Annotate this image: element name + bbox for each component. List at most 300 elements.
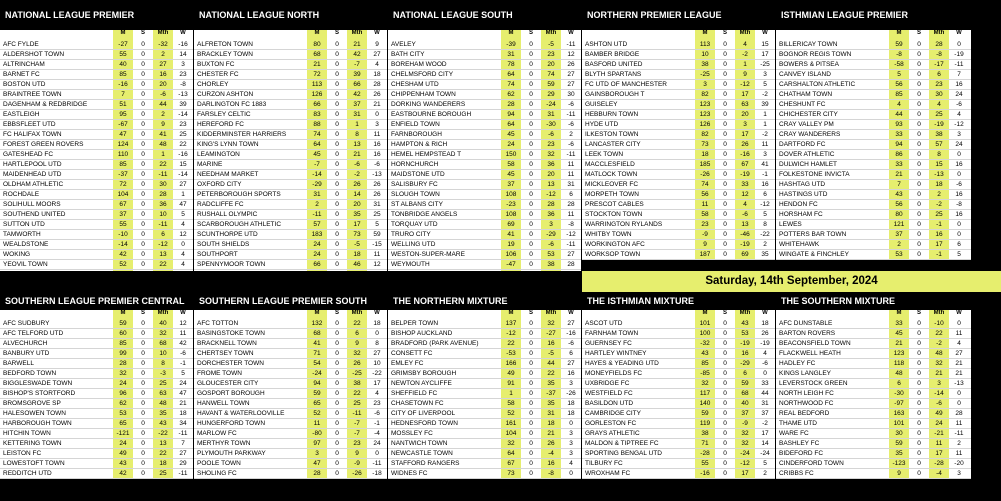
stat-cell: 83 <box>307 110 327 119</box>
stat-cell: 37 <box>735 409 755 418</box>
stat-cell: 0 <box>335 370 339 377</box>
table-row <box>582 469 775 479</box>
team-name: EASTBOURNE BOROUGH <box>391 111 472 118</box>
stat-cell: 0 <box>917 470 921 477</box>
stat-cell: -17 <box>929 60 949 69</box>
stat-cell: -80 <box>307 429 327 438</box>
stat-cell: 6 <box>569 350 573 357</box>
stat-cell: 22 <box>153 449 173 458</box>
stat-cell: 85 <box>113 339 133 348</box>
stat-cell: 6 <box>153 230 173 239</box>
stat-cell: 0 <box>529 121 533 128</box>
stat-cell: 4 <box>929 100 949 109</box>
stat-cell: 24 <box>307 250 327 259</box>
stat-cell: 45 <box>501 170 521 179</box>
stat-cell: 3 <box>569 450 573 457</box>
stat-cell: 3 <box>763 71 767 78</box>
stat-cell: 0 <box>529 221 533 228</box>
team-name: ALTRINCHAM <box>3 61 45 68</box>
stat-cell: 0 <box>335 430 339 437</box>
table-row <box>0 170 193 180</box>
team-column-header <box>388 310 501 319</box>
stat-cell: 25 <box>153 379 173 388</box>
stat-cell: 69 <box>735 250 755 259</box>
table-row <box>582 419 775 429</box>
table-row <box>582 439 775 449</box>
team-name: STAFFORD RANGERS <box>391 460 460 467</box>
stat-cell: 0 <box>917 141 921 148</box>
stat-cell: 0 <box>529 181 533 188</box>
table-row <box>0 110 193 120</box>
stat-cell: 0 <box>529 141 533 148</box>
stat-cell: -10 <box>929 319 949 328</box>
stat-cell: 0 <box>723 141 727 148</box>
team-name: CITY OF LIVERPOOL <box>391 410 456 417</box>
stat-cell: 0 <box>917 71 921 78</box>
stat-cell: 91 <box>501 379 521 388</box>
stat-cell: -123 <box>889 459 909 468</box>
stat-cell: 44 <box>889 110 909 119</box>
table-row <box>776 389 971 399</box>
stat-cell: 59 <box>889 439 909 448</box>
table-row <box>582 100 775 110</box>
stat-cell: 0 <box>917 370 921 377</box>
table-row <box>388 379 581 389</box>
stat-cell: 2 <box>763 241 767 248</box>
stat-cell: 38 <box>695 429 715 438</box>
team-name: FROME TOWN <box>197 370 242 377</box>
table-row <box>582 449 775 459</box>
stat-cell: 6 <box>569 191 573 198</box>
stat-cell: 0 <box>335 350 339 357</box>
table-row <box>776 399 971 409</box>
stat-cell: 0 <box>529 430 533 437</box>
stat-cell: 0 <box>335 181 339 188</box>
stat-cell: 0 <box>917 430 921 437</box>
stat-cell: 99 <box>113 349 133 358</box>
standings-table <box>388 310 581 479</box>
team-name: NEWCASTLE TOWN <box>391 450 453 457</box>
stat-cell: 22 <box>501 339 521 348</box>
stat-cell: 14 <box>179 51 187 58</box>
stat-cell: -85 <box>695 369 715 378</box>
stat-cell: -14 <box>178 111 188 118</box>
stat-cell: 0 <box>917 410 921 417</box>
table-row <box>0 50 193 60</box>
team-name: WESTON-SUPER-MARE <box>391 251 465 258</box>
table-row <box>582 130 775 140</box>
stat-cell: 17 <box>735 90 755 99</box>
stat-cell: 53 <box>113 409 133 418</box>
team-name: TORQUAY UTD <box>391 221 438 228</box>
team-name: LEAMINGTON <box>197 151 240 158</box>
table-row <box>194 80 387 90</box>
stat-cell: 44 <box>761 390 769 397</box>
team-name: DAGENHAM & REDBRIDGE <box>3 101 88 108</box>
table-row <box>0 389 193 399</box>
team-name: GATESHEAD FC <box>3 151 54 158</box>
stat-cell: -26 <box>347 469 367 478</box>
stat-cell: 18 <box>373 320 381 327</box>
table-row <box>0 190 193 200</box>
stat-cell: -37 <box>113 170 133 179</box>
stat-cell: 64 <box>501 449 521 458</box>
stat-cell: 0 <box>335 51 339 58</box>
stat-cell: 8 <box>763 221 767 228</box>
stat-cell: 0 <box>723 430 727 437</box>
stat-cell: 0 <box>141 430 145 437</box>
stat-cell: 28 <box>113 359 133 368</box>
column-header: S <box>916 30 921 36</box>
stat-cell: 26 <box>373 91 381 98</box>
stat-cell: -6 <box>568 121 574 128</box>
stat-cell: -6 <box>568 340 574 347</box>
team-name: BIDEFORD FC <box>779 450 824 457</box>
column-header: Mth <box>347 30 367 40</box>
stat-cell: -4 <box>374 430 380 437</box>
table-row <box>194 120 387 130</box>
table-row <box>388 250 581 260</box>
stat-cell: 41 <box>307 339 327 348</box>
column-header: M <box>113 310 133 319</box>
stat-cell: 18 <box>567 400 575 407</box>
team-name: HEDNESFORD TOWN <box>391 420 458 427</box>
stat-cell: -23 <box>501 200 521 209</box>
stat-cell: 0 <box>141 261 145 268</box>
team-name: BISHOP AUCKLAND <box>391 330 453 337</box>
team-name: HYDE UTD <box>585 121 619 128</box>
stat-cell: 24 <box>929 419 949 428</box>
stat-cell: -7 <box>307 160 327 169</box>
stat-cell: 0 <box>529 390 533 397</box>
team-name: POTTERS BAR TOWN <box>779 231 847 238</box>
table-row <box>776 210 971 220</box>
stat-cell: 1 <box>763 111 767 118</box>
stat-cell: 0 <box>335 121 339 128</box>
table-row <box>582 409 775 419</box>
team-name: EBBSFLEET UTD <box>3 121 56 128</box>
stat-cell: -28 <box>695 449 715 458</box>
stat-cell: 59 <box>695 409 715 418</box>
stat-cell: 66 <box>307 100 327 109</box>
table-row <box>388 120 581 130</box>
stat-cell: -12 <box>153 240 173 249</box>
stat-cell: 3 <box>569 430 573 437</box>
table-row <box>776 60 971 70</box>
stat-cell: 17 <box>347 220 367 229</box>
stat-cell: -4 <box>929 469 949 478</box>
team-name: BARNET FC <box>3 71 40 78</box>
stat-cell: 0 <box>335 131 339 138</box>
stat-cell: 0 <box>917 51 921 58</box>
stat-cell: 56 <box>889 200 909 209</box>
stat-cell: 3 <box>763 151 767 158</box>
stat-cell: -16 <box>178 41 188 48</box>
team-name: BASFORD UNITED <box>585 61 643 68</box>
stat-cell: -8 <box>889 50 909 59</box>
stat-cell: 6 <box>957 241 961 248</box>
stat-cell: 97 <box>307 439 327 448</box>
table-row <box>0 120 193 130</box>
table-row <box>194 210 387 220</box>
stat-cell: 4 <box>957 111 961 118</box>
table-row <box>776 379 971 389</box>
stat-cell: 20 <box>541 60 561 69</box>
stat-cell: 0 <box>141 251 145 258</box>
stat-cell: 11 <box>373 251 381 258</box>
stat-cell: 161 <box>501 419 521 428</box>
stat-cell: 119 <box>695 419 715 428</box>
table-row <box>388 60 581 70</box>
standings-table <box>582 30 775 260</box>
stat-cell: -24 <box>541 100 561 109</box>
table-row <box>582 80 775 90</box>
column-header: Mth <box>541 310 561 319</box>
stat-cell: -6 <box>347 160 367 169</box>
stat-cell: 38 <box>929 130 949 139</box>
league-table <box>194 292 387 501</box>
stat-cell: 0 <box>917 420 921 427</box>
stat-cell: 71 <box>307 349 327 358</box>
stat-cell: 11 <box>929 439 949 448</box>
stat-cell: 28 <box>307 469 327 478</box>
table-row <box>0 100 193 110</box>
table-row <box>582 200 775 210</box>
stat-cell: 23 <box>179 71 187 78</box>
team-name: DULWICH HAMLET <box>779 161 838 168</box>
stat-cell: -22 <box>372 370 382 377</box>
team-name: SOLIHULL MOORS <box>3 201 61 208</box>
stat-cell: 0 <box>335 251 339 258</box>
stat-cell: 24 <box>501 140 521 149</box>
league-table <box>388 0 581 271</box>
stat-cell: 4 <box>181 221 185 228</box>
stat-cell: 0 <box>529 161 533 168</box>
stat-cell: 0 <box>917 390 921 397</box>
stat-cell: 27 <box>153 60 173 69</box>
table-row <box>388 469 581 479</box>
stat-cell: 0 <box>141 111 145 118</box>
stat-cell: -47 <box>501 260 521 269</box>
table-row <box>0 140 193 150</box>
stat-cell: -8 <box>180 81 186 88</box>
stat-cell: 43 <box>889 190 909 199</box>
team-name: SCARBOROUGH ATHLETIC <box>197 221 282 228</box>
stat-cell: 0 <box>917 81 921 88</box>
stat-cell: 137 <box>501 319 521 328</box>
stat-cell: -26 <box>695 170 715 179</box>
stat-cell: 27 <box>955 350 963 357</box>
stat-cell: 12 <box>179 231 187 238</box>
stat-cell: 0 <box>141 360 145 367</box>
team-name: KING'S LYNN TOWN <box>197 141 259 148</box>
table-row <box>776 220 971 230</box>
column-header: Mth <box>735 30 755 40</box>
stat-cell: 27 <box>179 450 187 457</box>
team-name: CHATHAM TOWN <box>779 91 833 98</box>
table-row <box>776 319 971 329</box>
team-name: KETTERING TOWN <box>3 440 62 447</box>
stat-cell: 0 <box>723 320 727 327</box>
team-name: CHESHAM UTD <box>391 81 439 88</box>
stat-cell: 24 <box>307 240 327 249</box>
stat-cell: 0 <box>723 420 727 427</box>
team-name: WHITEHAWK <box>779 241 820 248</box>
team-name: SPENNYMOOR TOWN <box>197 261 266 268</box>
table-row <box>776 160 971 170</box>
column-header-row <box>388 30 581 40</box>
stat-cell: -5 <box>541 349 561 358</box>
table-row <box>776 459 971 469</box>
stat-cell: 30 <box>567 91 575 98</box>
table-row <box>776 449 971 459</box>
stat-cell: 3 <box>957 470 961 477</box>
team-name: ROCHDALE <box>3 191 40 198</box>
stat-cell: 9 <box>375 41 379 48</box>
stat-cell: 10 <box>153 210 173 219</box>
table-row <box>388 389 581 399</box>
stat-cell: 0 <box>723 350 727 357</box>
stat-cell: 0 <box>529 470 533 477</box>
stat-cell: 38 <box>541 260 561 269</box>
stat-cell: 0 <box>141 171 145 178</box>
column-header: S <box>916 310 921 316</box>
table-row <box>582 369 775 379</box>
stat-cell: 21 <box>373 101 381 108</box>
stat-cell: 0 <box>723 81 727 88</box>
stat-cell: 26 <box>761 330 769 337</box>
stat-cell: 39 <box>761 101 769 108</box>
league-title: NATIONAL LEAGUE NORTH <box>194 0 387 30</box>
team-name: HAYES & YEADING UTD <box>585 360 659 367</box>
table-row <box>388 319 581 329</box>
stat-cell: 17 <box>373 380 381 387</box>
stat-cell: 37 <box>761 410 769 417</box>
stat-cell: -8 <box>956 201 962 208</box>
stat-cell: -6 <box>568 141 574 148</box>
stat-cell: 63 <box>735 100 755 109</box>
team-name: ALDERSHOT TOWN <box>3 51 65 58</box>
team-name: DORCHESTER TOWN <box>197 360 264 367</box>
team-name: MERTHYR TOWN <box>197 440 251 447</box>
stat-cell: 21 <box>955 370 963 377</box>
stat-cell: 28 <box>567 201 575 208</box>
stat-cell: 41 <box>501 230 521 239</box>
stat-cell: 0 <box>335 171 339 178</box>
stat-cell: 0 <box>917 241 921 248</box>
table-row <box>388 110 581 120</box>
team-name: KIDDERMINSTER HARRIERS <box>197 131 287 138</box>
stat-cell: 5 <box>181 211 185 218</box>
standings-table <box>0 30 193 280</box>
stat-cell: 43 <box>735 319 755 328</box>
stat-cell: 22 <box>153 260 173 269</box>
table-row <box>0 379 193 389</box>
stat-cell: 108 <box>501 210 521 219</box>
team-name: FARSLEY CELTIC <box>197 111 251 118</box>
stat-cell: 26 <box>347 180 367 189</box>
stat-cell: 7 <box>889 180 909 189</box>
table-row <box>582 40 775 50</box>
stat-cell: 0 <box>723 41 727 48</box>
stat-cell: 0 <box>141 340 145 347</box>
table-row <box>194 429 387 439</box>
team-name: BASHLEY FC <box>779 440 820 447</box>
team-column-header <box>582 310 695 319</box>
table-row <box>776 80 971 90</box>
stat-cell: -2 <box>929 339 949 348</box>
stat-cell: -3 <box>153 369 173 378</box>
stat-cell: 11 <box>761 141 769 148</box>
stat-cell: 28 <box>541 200 561 209</box>
stat-cell: 27 <box>567 360 575 367</box>
stat-cell: 0 <box>723 61 727 68</box>
stat-cell: 0 <box>141 131 145 138</box>
stat-cell: 0 <box>917 61 921 68</box>
stat-cell: 3 <box>929 379 949 388</box>
stat-cell: 3 <box>307 449 327 458</box>
stat-cell: 43 <box>153 419 173 428</box>
stat-cell: 126 <box>695 120 715 129</box>
stat-cell: 0 <box>335 81 339 88</box>
stat-cell: 0 <box>529 360 533 367</box>
team-column-header <box>582 30 695 40</box>
team-name: BROMSGROVE SP <box>3 400 61 407</box>
team-name: BEACONSFIELD TOWN <box>779 340 851 347</box>
stat-cell: 30 <box>153 180 173 189</box>
team-name: BELPER TOWN <box>391 320 439 327</box>
team-name: WORKSOP TOWN <box>585 251 641 258</box>
stat-cell: 74 <box>541 70 561 79</box>
league-title: SOUTHERN LEAGUE PREMIER SOUTH <box>194 292 387 310</box>
stat-cell: 0 <box>723 51 727 58</box>
table-row <box>388 240 581 250</box>
stat-cell: 4 <box>735 200 755 209</box>
stat-cell: 0 <box>917 231 921 238</box>
table-row <box>194 339 387 349</box>
team-name: NEWTON AYCLIFFE <box>391 380 452 387</box>
standings-table <box>0 310 193 479</box>
stat-cell: 0 <box>529 61 533 68</box>
column-header: Mth <box>541 30 561 40</box>
standings-table <box>582 310 775 479</box>
stat-cell: 0 <box>335 320 339 327</box>
league-title: NORTHERN PREMIER LEAGUE <box>582 0 775 30</box>
stat-cell: 0 <box>723 221 727 228</box>
team-name: LEISTON FC <box>3 450 42 457</box>
stat-cell: 39 <box>179 101 187 108</box>
table-row <box>582 240 775 250</box>
team-name: DORKING WANDERERS <box>391 101 466 108</box>
stat-cell: 27 <box>179 181 187 188</box>
stat-cell: 13 <box>153 439 173 448</box>
league-table <box>582 292 775 501</box>
stat-cell: 26 <box>541 439 561 448</box>
stat-cell: -14 <box>113 240 133 249</box>
stat-cell: -13 <box>178 91 188 98</box>
stat-cell: -25 <box>347 369 367 378</box>
stat-cell: -46 <box>735 230 755 239</box>
table-row <box>388 399 581 409</box>
stat-cell: 5 <box>763 211 767 218</box>
stat-cell: 8 <box>929 150 949 159</box>
stat-cell: 5 <box>763 81 767 88</box>
stat-cell: 4 <box>375 61 379 68</box>
stat-cell: 13 <box>735 220 755 229</box>
stat-cell: 43 <box>113 459 133 468</box>
column-header: W <box>568 30 574 36</box>
stat-cell: 65 <box>307 399 327 408</box>
